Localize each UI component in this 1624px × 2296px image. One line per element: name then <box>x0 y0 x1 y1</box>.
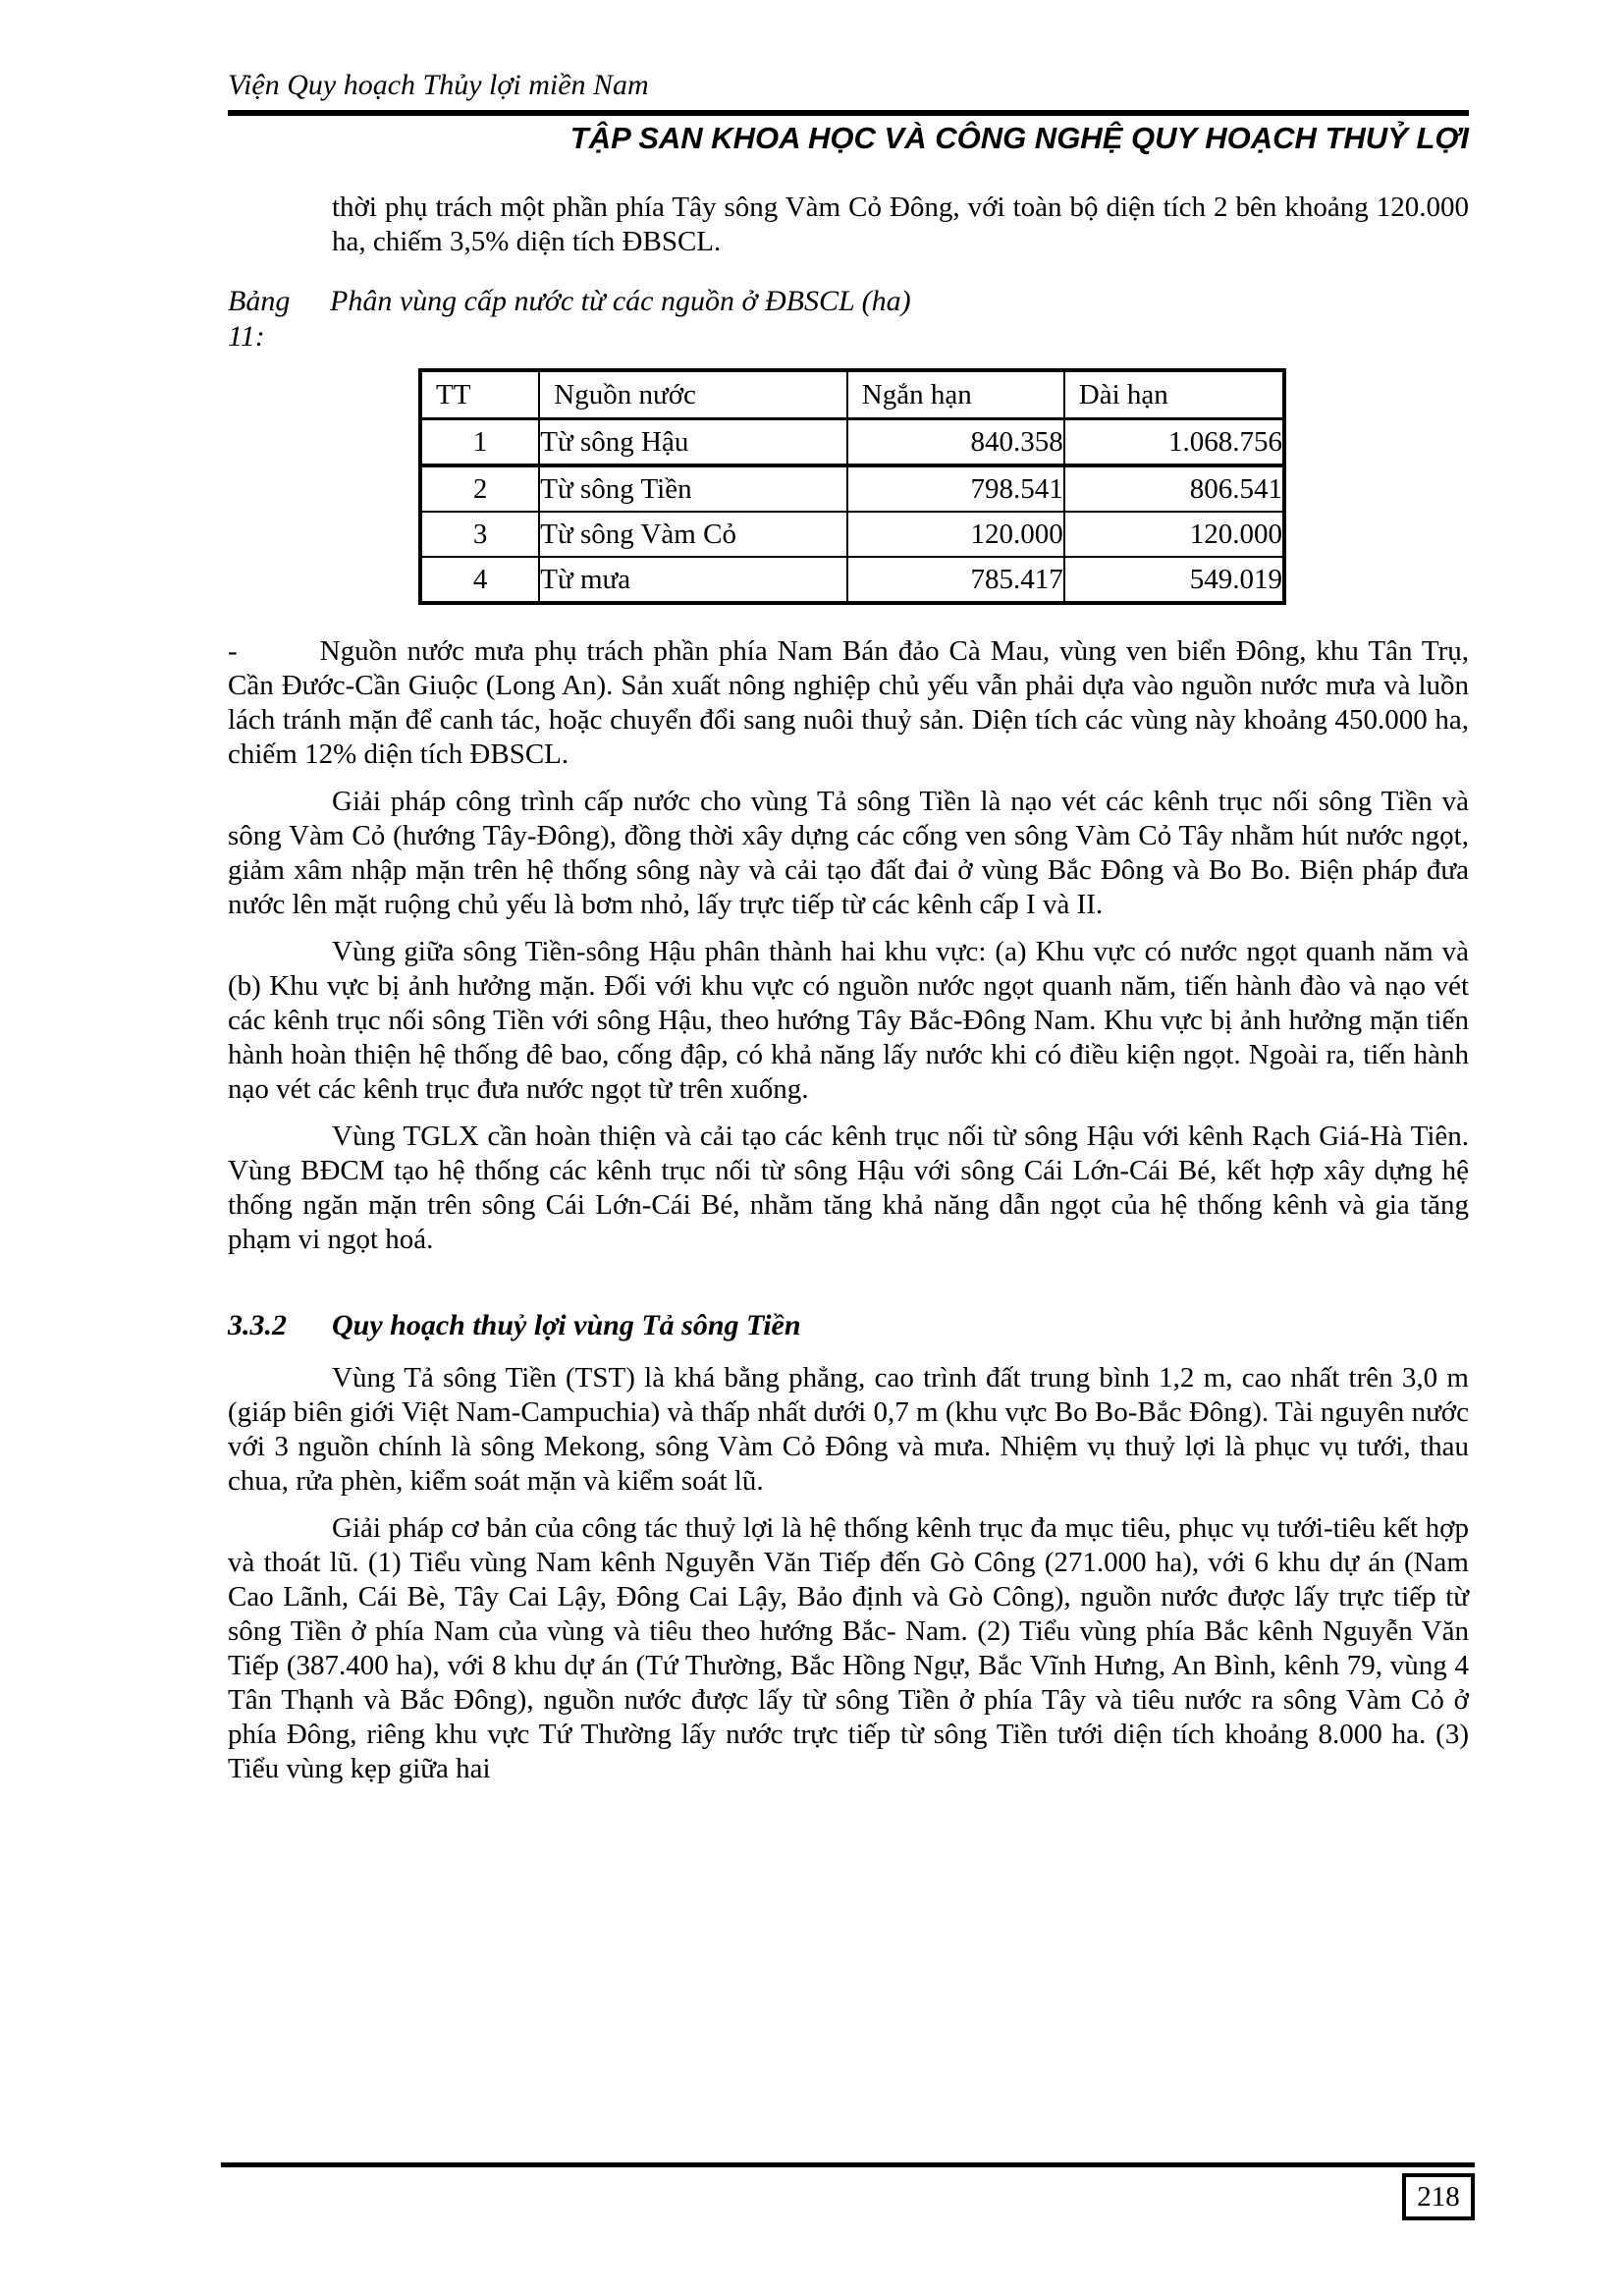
cell-source: Từ sông Hậu <box>539 419 846 466</box>
column-header-long-term: Dài hạn <box>1064 370 1284 419</box>
header-rule <box>228 110 1469 116</box>
cell-short-term: 785.417 <box>847 557 1064 603</box>
dash-bullet: - <box>228 635 238 667</box>
paragraph-intro-continuation: thời phụ trách một phần phía Tây sông Vàm Cỏ Đông, với toàn bộ diện tích 2 bên khoảng 120.000 ha, chiếm 3,5% diện tích ĐBSCL. <box>332 191 1469 257</box>
column-header-source: Nguồn nước <box>539 370 846 419</box>
table-caption <box>228 284 1469 355</box>
cell-long-term: 120.000 <box>1064 512 1284 557</box>
table-row <box>420 465 1284 512</box>
cell-source: Từ sông Vàm Cỏ <box>539 512 846 557</box>
page-header <box>228 69 1469 157</box>
cell-tt: 1 <box>420 419 539 466</box>
section-number: 3.3.2 <box>228 1309 287 1341</box>
paragraph-tst-overview: Vùng Tả sông Tiền (TST) là khá bằng phẳng, cao trình đất trung bình 1,2 m, cao nhất trên 3,0 m (giáp biên giới Việt Nam-Campuchia) và thấp nhất dưới 0,7 m (khu vực Bo Bo-Bắc Đông). Tài nguyên nước với 3 nguồn chính là sông Mekong, sông Vàm Cỏ Đông và mưa. Nhiệm vụ thuỷ lợi là phục vụ tưới, thau chua, rửa phèn, kiểm soát mặn và kiểm soát lũ. <box>228 1362 1469 1497</box>
column-header-short-term: Ngắn hạn <box>847 370 1064 419</box>
paragraph-rain-source <box>228 634 1469 772</box>
cell-tt: 4 <box>420 557 539 603</box>
paragraph-basic-solution: Giải pháp cơ bản của công tác thuỷ lợi là hệ thống kênh trục đa mục tiêu, phục vụ tưới-tiêu kết hợp và thoát lũ. (1) Tiểu vùng Nam kênh Nguyễn Văn Tiếp đến Gò Công (271.000 ha), với 6 khu dự án (Nam Cao Lãnh, Cái Bè, Tây Cai Lậy, Đông Cai Lậy, Bảo định và Gò Công), nguồn nước được lấy trực tiếp từ sông Tiền ở phía Nam của vùng và tiêu theo hướng Bắc- Nam. (2) Tiểu vùng phía Bắc kênh Nguyễn Văn Tiếp (387.400 ha), với 8 khu dự án (Tứ Thường, Bắc Hồng Ngự, Bắc Vĩnh Hưng, An Bình, kênh 79, vùng 4 Tân Thạnh và Bắc Đông), nguồn nước được lấy từ sông Tiền ở phía Tây và tiêu nước ra sông Vàm Cỏ ở phía Đông, riêng khu vực Tứ Thường lấy nước trực tiếp từ sông Tiền tưới diện tích khoảng 8.000 ha. (3) Tiểu vùng kẹp giữa hai <box>228 1512 1469 1784</box>
page-number: 218 <box>1402 2173 1475 2220</box>
journal-title: TẬP SAN KHOA HỌC VÀ CÔNG NGHỆ QUY HOẠCH THUỶ LỢI <box>569 121 1469 155</box>
cell-long-term: 806.541 <box>1064 465 1284 512</box>
section-title: Quy hoạch thuỷ lợi vùng Tả sông Tiền <box>332 1309 801 1341</box>
paragraph-supply-solution: Giải pháp công trình cấp nước cho vùng Tả sông Tiền là nạo vét các kênh trục nối sông Tiền và sông Vàm Cỏ (hướng Tây-Đông), đồng thời xây dựng các cống ven sông Vàm Cỏ Tây nhằm hút nước ngọt, giảm xâm nhập mặn trên hệ thống sông này và cải tạo đất đai ở vùng Bắc Đông và Bo Bo. Biện pháp đưa nước lên mặt ruộng chủ yếu là bơm nhỏ, lấy trực tiếp từ các kênh cấp I và II. <box>228 786 1469 920</box>
cell-tt: 3 <box>420 512 539 557</box>
cell-short-term: 120.000 <box>847 512 1064 557</box>
column-header-tt: TT <box>420 370 539 419</box>
water-source-table <box>418 368 1286 605</box>
table-caption-label: Bảng 11: <box>228 285 291 353</box>
footer-rule <box>221 2162 1475 2167</box>
table-row <box>420 419 1284 466</box>
cell-source: Từ mưa <box>539 557 846 603</box>
cell-long-term: 1.068.756 <box>1064 419 1284 466</box>
cell-tt: 2 <box>420 465 539 512</box>
paragraph-between-rivers: Vùng giữa sông Tiền-sông Hậu phân thành hai khu vực: (a) Khu vực có nước ngọt quanh năm và (b) Khu vực bị ảnh hưởng mặn. Đối với khu vực có nguồn nước ngọt quanh năm, tiến hành đào và nạo vét các kênh trục nối sông Tiền với sông Hậu, theo hướng Tây Bắc-Đông Nam. Khu vực bị ảnh hưởng mặn tiến hành hoàn thiện hệ thống đê bao, cống đập, có khả năng lấy nước khi có điều kiện ngọt. Ngoài ra, tiến hành nạo vét các kênh trục đưa nước ngọt từ trên xuống. <box>228 936 1469 1105</box>
table-caption-text: Phân vùng cấp nước từ các nguồn ở ĐBSCL (ha) <box>330 285 911 317</box>
page-body <box>228 191 1469 1786</box>
cell-short-term: 840.358 <box>847 419 1064 466</box>
page-footer <box>221 2162 1475 2220</box>
cell-short-term: 798.541 <box>847 465 1064 512</box>
table-header-row <box>420 370 1284 419</box>
section-heading <box>228 1308 1469 1343</box>
cell-long-term: 549.019 <box>1064 557 1284 603</box>
paragraph-tglx-bdcm: Vùng TGLX cần hoàn thiện và cải tạo các kênh trục nối từ sông Hậu với kênh Rạch Giá-Hà Tiên. Vùng BĐCM tạo hệ thống các kênh trục nối từ sông Hậu với sông Cái Lớn-Cái Bé, kết hợp xây dựng hệ thống ngăn mặn trên sông Cái Lớn-Cái Bé, nhằm tăng khả năng dẫn ngọt của hệ thống kênh và gia tăng phạm vi ngọt hoá. <box>228 1121 1469 1255</box>
cell-source: Từ sông Tiền <box>539 465 846 512</box>
table-row <box>420 512 1284 557</box>
table-row <box>420 557 1284 603</box>
paragraph-rain-source-text: Nguồn nước mưa phụ trách phần phía Nam Bán đảo Cà Mau, vùng ven biển Đông, khu Tân Trụ, Cần Đước-Cần Giuộc (Long An). Sản xuất nông nghiệp chủ yếu vẫn phải dựa vào nguồn nước mưa và luồn lách tránh mặn để canh tác, hoặc chuyển đổi sang nuôi thuỷ sản. Diện tích các vùng này khoảng 450.000 ha, chiếm 12% diện tích ĐBSCL. <box>228 635 1469 770</box>
institute-name: Viện Quy hoạch Thủy lợi miền Nam <box>228 69 649 101</box>
